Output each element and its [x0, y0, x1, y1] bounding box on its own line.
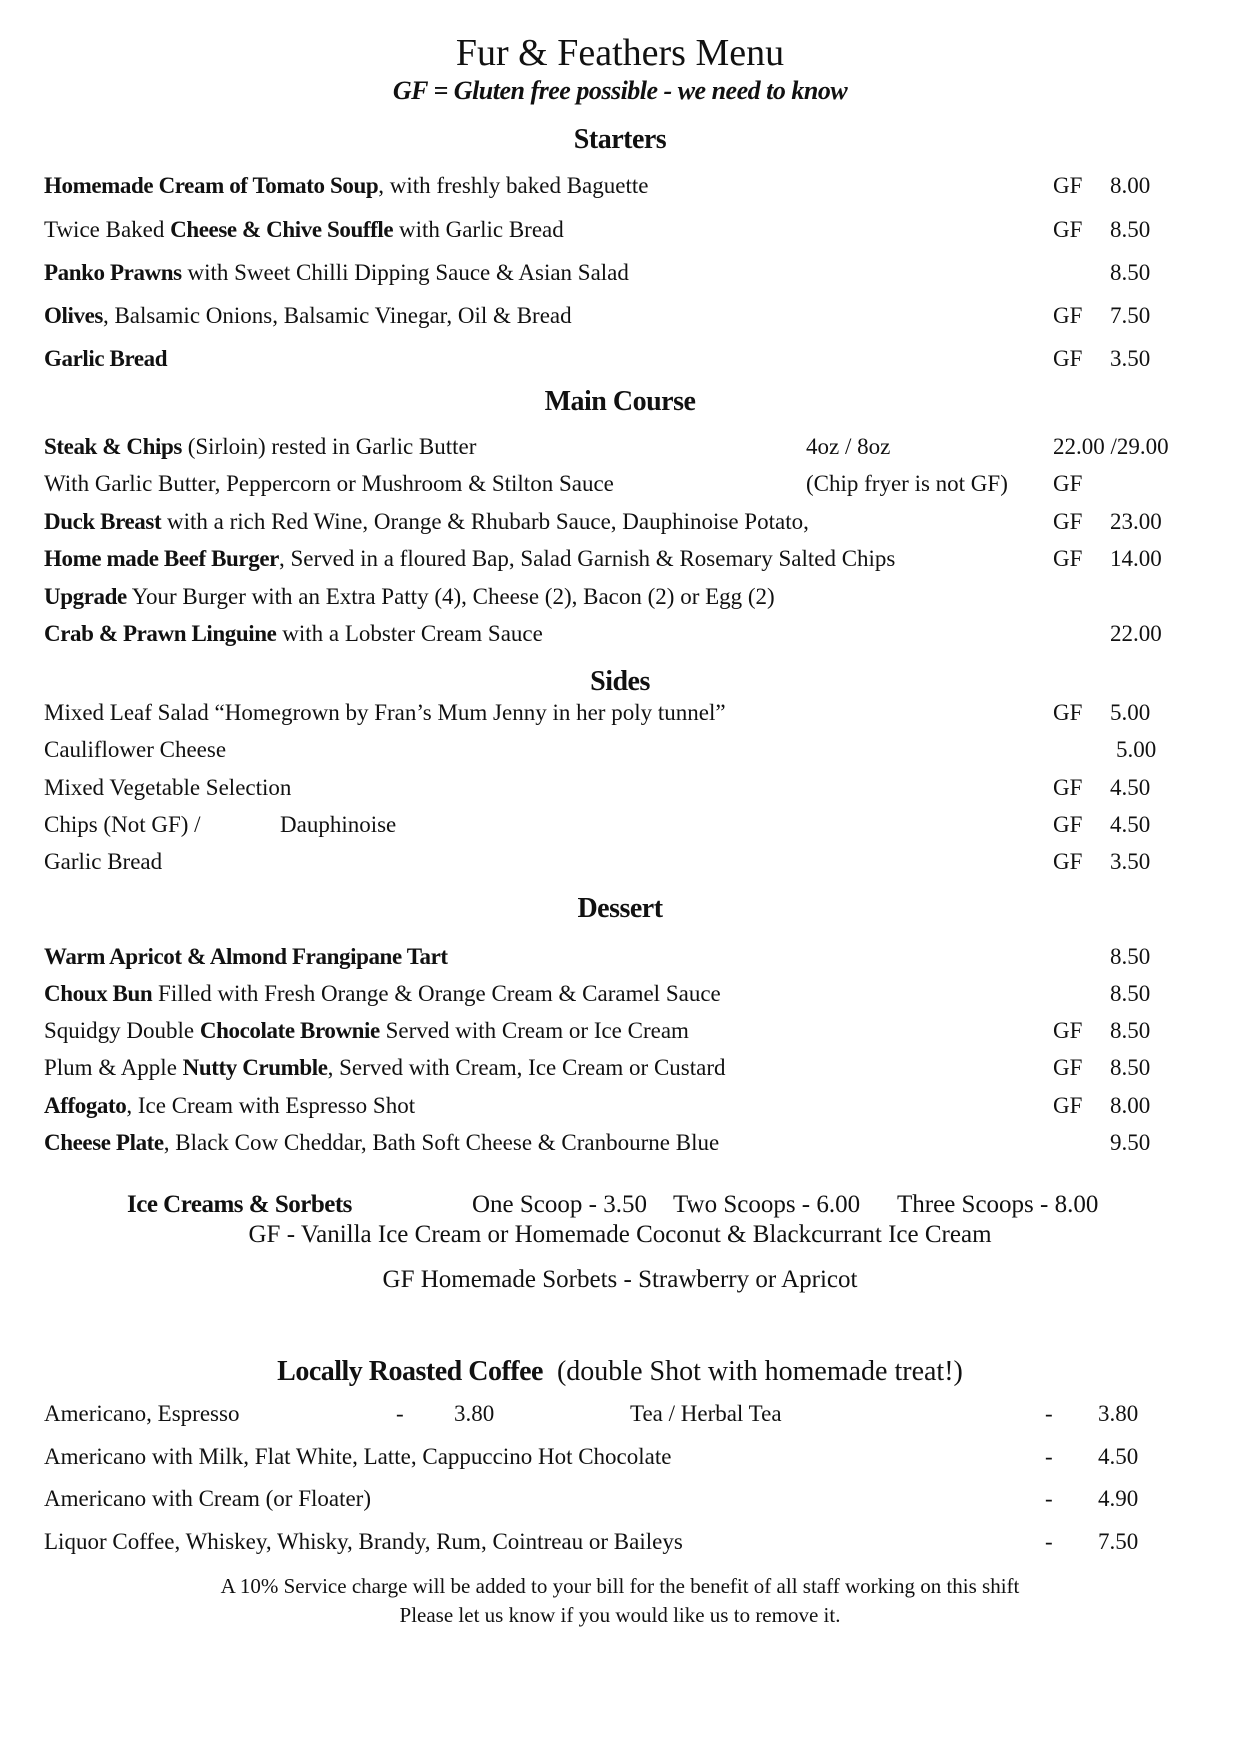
item-price: 5.00 — [1116, 737, 1157, 762]
item-description: , Served in a floured Bap, Salad Garnish & Rosemary Salted Chips — [278, 546, 896, 571]
item-description: Your Burger with an Extra Patty (4), Cheese (2), Bacon (2) or Egg (2) — [126, 584, 775, 609]
item-name: Homemade Cream of Tomato Soup — [44, 173, 379, 198]
menu-subtitle: GF = Gluten free possible - we need to know — [392, 76, 848, 105]
item-price: 22.00 /29.00 — [1053, 434, 1169, 459]
menu-item — [44, 808, 1194, 842]
item-description: Tea / Herbal Tea — [630, 1401, 782, 1426]
section-heading-starters: Starters — [573, 124, 667, 155]
item-price: 14.00 — [1110, 546, 1162, 571]
item-name: Duck Breast — [44, 509, 162, 534]
gf-marker: GF — [1053, 1093, 1083, 1118]
item-description: with a Lobster Cream Sauce — [276, 621, 543, 646]
item-name: Crab & Prawn Linguine — [44, 621, 277, 646]
gf-marker: GF — [1053, 775, 1083, 800]
item-description: , with freshly baked Baguette — [378, 173, 649, 198]
menu-item — [44, 580, 1194, 614]
item-price: 8.50 — [1110, 260, 1151, 285]
item-name: Olives — [44, 303, 103, 328]
two-scoops-price: Two Scoops - 6.00 — [673, 1191, 861, 1218]
three-scoops-price: Three Scoops - 8.00 — [897, 1191, 1099, 1218]
item-price: 4.90 — [1098, 1486, 1139, 1511]
gf-marker: GF — [1053, 812, 1083, 837]
dash-separator: - — [396, 1401, 404, 1426]
service-charge-note: A 10% Service charge will be added to your bill for the benefit of all staff working on this shift — [220, 1574, 1020, 1598]
item-description: Liquor Coffee, Whiskey, Whisky, Brandy, Rum, Cointreau or Baileys — [44, 1529, 683, 1554]
item-price: 3.80 — [454, 1401, 495, 1426]
item-description: with Garlic Bread — [393, 217, 564, 242]
item-name: Cheese Plate — [44, 1130, 164, 1155]
item-description-prefix: Plum & Apple — [44, 1055, 183, 1080]
item-price: 8.50 — [1110, 1018, 1151, 1043]
item-note: (Chip fryer is not GF) — [806, 471, 1008, 496]
menu-item — [44, 505, 1194, 539]
item-description-prefix: Twice Baked — [44, 217, 171, 242]
item-name: Home made Beef Burger — [44, 546, 279, 571]
coffee-heading — [0, 1352, 1240, 1392]
item-name: Steak & Chips — [44, 434, 182, 459]
item-description: Mixed Leaf Salad “Homegrown by Fran’s Mum Jenny in her poly tunnel” — [44, 700, 726, 725]
section-heading-sides: Sides — [590, 666, 650, 697]
dash-separator: - — [1045, 1401, 1053, 1426]
menu-item — [44, 845, 1194, 879]
item-name: Panko Prawns — [44, 260, 182, 285]
menu-item — [44, 733, 1194, 767]
gf-marker: GF — [1053, 471, 1083, 496]
menu-item — [44, 1014, 1194, 1048]
item-price: 8.50 — [1110, 1055, 1151, 1080]
dash-separator: - — [1045, 1486, 1053, 1511]
menu-item — [44, 213, 1194, 247]
coffee-note: (double Shot with homemade treat!) — [556, 1356, 963, 1387]
item-description: with a rich Red Wine, Orange & Rhubarb Sauce, Dauphinoise Potato, — [161, 509, 809, 534]
gf-marker: GF — [1053, 849, 1083, 874]
menu-item — [44, 977, 1194, 1011]
item-price: 8.50 — [1110, 981, 1151, 1006]
item-description: Mixed Vegetable Selection — [44, 775, 292, 800]
item-price: 3.50 — [1110, 346, 1151, 371]
ice-cream-flavours: GF - Vanilla Ice Cream or Homemade Coconut & Blackcurrant Ice Cream — [248, 1221, 992, 1248]
item-description-prefix: Squidgy Double — [44, 1018, 200, 1043]
service-charge-removal-note: Please let us know if you would like us to remove it. — [399, 1603, 841, 1627]
item-name: Nutty Crumble — [182, 1055, 328, 1080]
item-name: Chocolate Brownie — [199, 1018, 380, 1043]
menu-item — [44, 342, 1194, 376]
item-description: Americano with Cream (or Floater) — [44, 1486, 371, 1511]
coffee-item — [44, 1440, 1194, 1474]
item-description: Garlic Bread — [44, 849, 163, 874]
item-price: 22.00 — [1110, 621, 1162, 646]
menu-item — [44, 617, 1194, 651]
coffee-item — [44, 1525, 1194, 1559]
menu-item — [44, 940, 1194, 974]
item-price: 3.80 — [1098, 1401, 1139, 1426]
one-scoop-price: One Scoop - 3.50 — [472, 1191, 647, 1218]
item-price: 23.00 — [1110, 509, 1162, 534]
item-price: 8.00 — [1110, 1093, 1151, 1118]
item-price: 7.50 — [1098, 1529, 1139, 1554]
gf-marker: GF — [1053, 346, 1083, 371]
item-name: Affogato — [44, 1093, 127, 1118]
item-description: with Sweet Chilli Dipping Sauce & Asian Salad — [181, 260, 629, 285]
item-price: 4.50 — [1098, 1444, 1139, 1469]
item-description: Americano, Espresso — [44, 1401, 240, 1426]
gf-marker: GF — [1053, 217, 1083, 242]
item-description: With Garlic Butter, Peppercorn or Mushroom & Stilton Sauce — [44, 471, 614, 496]
gf-marker: GF — [1053, 1055, 1083, 1080]
item-name: Warm Apricot & Almond Frangipane Tart — [44, 944, 448, 969]
item-price: 4.50 — [1110, 812, 1151, 837]
dash-separator: - — [1045, 1444, 1053, 1469]
item-description: Served with Cream or Ice Cream — [379, 1018, 689, 1043]
menu-item — [44, 542, 1194, 576]
gf-marker: GF — [1053, 509, 1083, 534]
menu-item — [44, 696, 1194, 730]
item-price: 8.50 — [1110, 944, 1151, 969]
menu-item — [44, 1089, 1194, 1123]
item-price: 8.50 — [1110, 217, 1151, 242]
section-heading-main-course: Main Course — [544, 386, 696, 417]
menu-item — [44, 771, 1194, 805]
gf-marker: GF — [1053, 546, 1083, 571]
item-name: Upgrade — [44, 584, 127, 609]
menu-item — [44, 1126, 1194, 1160]
gf-marker: GF — [1053, 173, 1083, 198]
gf-marker: GF — [1053, 303, 1083, 328]
item-description: Cauliflower Cheese — [44, 737, 227, 762]
sorbet-flavours: GF Homemade Sorbets - Strawberry or Apricot — [382, 1266, 858, 1293]
item-name: Cheese & Chive Souffle — [170, 217, 394, 242]
gf-marker: GF — [1053, 1018, 1083, 1043]
item-description: , Balsamic Onions, Balsamic Vinegar, Oil & Bread — [102, 303, 572, 328]
item-description: , Served with Cream, Ice Cream or Custard — [327, 1055, 726, 1080]
menu-item — [44, 299, 1194, 333]
item-name: Choux Bun — [44, 981, 153, 1006]
item-description: , Black Cow Cheddar, Bath Soft Cheese & Cranbourne Blue — [163, 1130, 720, 1155]
menu-item — [44, 1051, 1194, 1085]
item-price: 3.50 — [1110, 849, 1151, 874]
item-description: , Ice Cream with Espresso Shot — [126, 1093, 416, 1118]
section-heading-dessert: Dessert — [577, 893, 663, 924]
item-description: (Sirloin) rested in Garlic Butter — [181, 434, 477, 459]
item-price: 4.50 — [1110, 775, 1151, 800]
coffee-item — [44, 1482, 1194, 1516]
item-size: 4oz / 8oz — [806, 434, 891, 459]
item-description: Filled with Fresh Orange & Orange Cream & Caramel Sauce — [152, 981, 721, 1006]
menu-item — [44, 169, 1194, 203]
item-description: Americano with Milk, Flat White, Latte, Cappuccino Hot Chocolate — [44, 1444, 672, 1469]
menu-item — [44, 430, 1194, 464]
item-description: Chips (Not GF) / — [44, 812, 201, 837]
item-price: 5.00 — [1110, 700, 1151, 725]
item-name: Garlic Bread — [44, 346, 168, 371]
item-price: 8.00 — [1110, 173, 1151, 198]
item-price: 7.50 — [1110, 303, 1151, 328]
menu-title: Fur & Feathers Menu — [455, 32, 785, 74]
menu-item — [44, 256, 1194, 290]
dash-separator: - — [1045, 1529, 1053, 1554]
gf-marker: GF — [1053, 700, 1083, 725]
ice-cream-label: Ice Creams & Sorbets — [127, 1191, 352, 1218]
coffee-item — [44, 1397, 1194, 1431]
item-alternative: Dauphinoise — [280, 812, 397, 837]
menu-item — [44, 467, 1194, 501]
item-price: 9.50 — [1110, 1130, 1151, 1155]
coffee-title: Locally Roasted Coffee — [277, 1356, 543, 1387]
